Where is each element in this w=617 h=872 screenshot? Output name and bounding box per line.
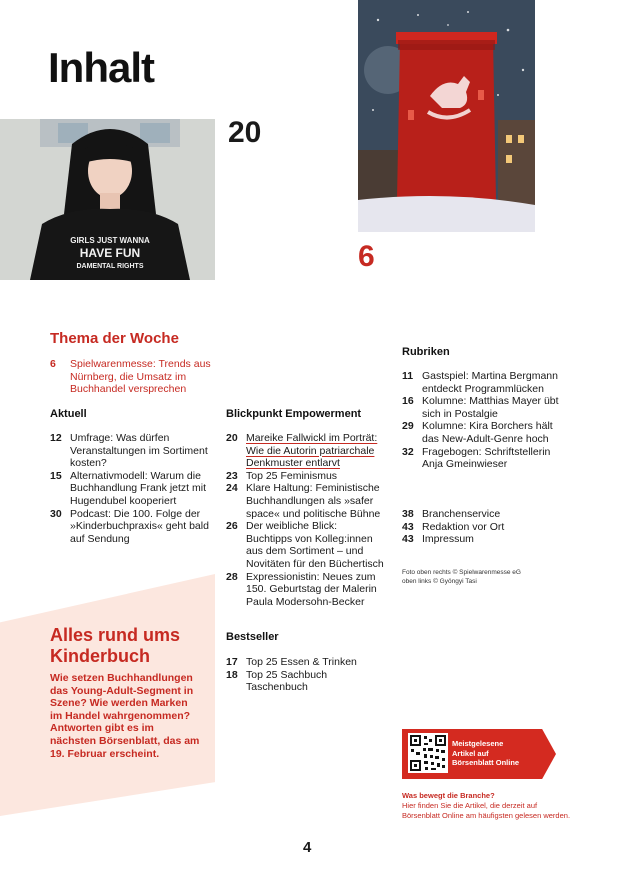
rubriken-list <box>402 370 567 471</box>
photo-credits <box>402 569 521 586</box>
qr-code-icon[interactable] <box>408 733 448 773</box>
list-item[interactable]: 29 Kolumne: Kira Borchers hält das New-Adult-Genre hoch <box>402 420 553 445</box>
kinderbuch-title-line-2: Kinderbuch <box>50 646 151 666</box>
branche-question: Was bewegt die Branche? <box>402 791 495 800</box>
photo-woman <box>0 119 215 280</box>
list-item[interactable]: 38 Branchenservice <box>402 508 501 520</box>
aktuell-list <box>50 432 215 545</box>
kinderbuch-text: Wie setzen Buchhandlungen das Young-Adult-Segment in Szene? Wie werden Marken im Handel wahrgenommen? Antworten gibt es im nächsten Börsenblatt, das am 19. Februar erscheint. <box>50 672 200 760</box>
list-item[interactable]: 12 Umfrage: Was dürfen Veranstaltungen im Sortiment kosten? <box>50 432 208 470</box>
banner-text[interactable] <box>452 739 519 768</box>
photo-number-right: 6 <box>358 240 375 273</box>
photo-credit-line-2: oben links © Gyöngyi Tasi <box>402 577 477 585</box>
rubriken-list-2 <box>402 508 567 546</box>
photo-tower-illustration <box>358 0 535 232</box>
list-item[interactable]: 43 Impressum <box>402 533 474 546</box>
shirt-text-line-3: DAMENTAL RIGHTS <box>76 263 144 270</box>
list-item[interactable]: 17 Top 25 Essen & Trinken <box>226 656 357 668</box>
aktuell-heading: Aktuell <box>50 408 87 420</box>
shirt-text-line-1: GIRLS JUST WANNA <box>70 236 150 245</box>
list-item[interactable]: 16 Kolumne: Matthias Mayer übt sich in Postalgie <box>402 395 559 420</box>
branche-answer: Hier finden Sie die Artikel, die derzeit auf Börsenblatt Online am häufigsten gelesen werden. <box>402 801 571 820</box>
banner-text-line-1: Meistgelesene <box>452 739 504 748</box>
list-item[interactable]: 43 Redaktion vor Ort <box>402 520 505 533</box>
list-item[interactable]: 15 Alternativmodell: Warum die Buchhandlung Frank jetzt mit Hugendubel kooperiert <box>50 469 206 507</box>
shirt-text-line-2: HAVE FUN <box>79 246 141 260</box>
list-item[interactable]: 28 Expressionistin: Neues zum 150. Geburtstag der Malerin Paula Modersohn-Becker <box>226 570 377 608</box>
page-title: Inhalt <box>48 44 154 91</box>
bestseller-list <box>226 656 381 694</box>
photo-number-left: 20 <box>228 116 262 149</box>
thema-heading: Thema der Woche <box>50 330 179 347</box>
list-item[interactable]: 18 Top 25 Sachbuch Taschenbuch <box>226 668 328 694</box>
list-item[interactable]: 23 Top 25 Feminismus <box>226 469 338 482</box>
list-item[interactable]: 26 Der weibliche Blick: Buchtipps von Kolleg:innen aus dem Sortiment – und Novitäten für den Büchertisch <box>226 520 384 570</box>
thema-list <box>50 358 220 396</box>
photo-credit-line-1: Foto oben rechts © Spielwarenmesse eG <box>402 569 521 576</box>
list-item[interactable]: 6 Spielwarenmesse: Trends aus Nürnberg, die Umsatz im Buchhandel versprechen <box>50 358 211 396</box>
list-item[interactable]: 32 Fragebogen: Schriftstellerin Anja Gmeinwieser <box>402 445 551 471</box>
list-item[interactable]: 11 Gastspiel: Martina Bergmann entdeckt Programmlücken <box>402 370 558 395</box>
qr-code-graphic <box>408 733 448 773</box>
blickpunkt-list <box>226 432 386 608</box>
photo-tower <box>358 0 535 232</box>
blickpunkt-heading: Blickpunkt Empowerment <box>226 408 362 420</box>
banner-text-line-2: Artikel auf <box>452 748 489 758</box>
kinderbuch-title-line-1: Alles rund ums <box>50 625 181 645</box>
list-item[interactable]: 30 Podcast: Die 100. Folge der »Kinderbuchpraxis« geht bald auf Sendung <box>50 507 209 545</box>
list-item[interactable]: 20 Mareike Fallwickl im Porträt: Wie die Autorin patriarchale Denkmuster entlarvt <box>226 432 378 470</box>
page-number: 4 <box>303 839 312 856</box>
kinderbuch-title <box>50 625 180 667</box>
list-item[interactable]: 24 Klare Haltung: Feministische Buchhandlungen als »safer space« und politische Bühne <box>226 482 381 520</box>
banner-text-line-3: Börsenblatt Online <box>452 758 520 767</box>
bestseller-heading: Bestseller <box>226 631 279 643</box>
rubriken-heading: Rubriken <box>402 346 450 358</box>
